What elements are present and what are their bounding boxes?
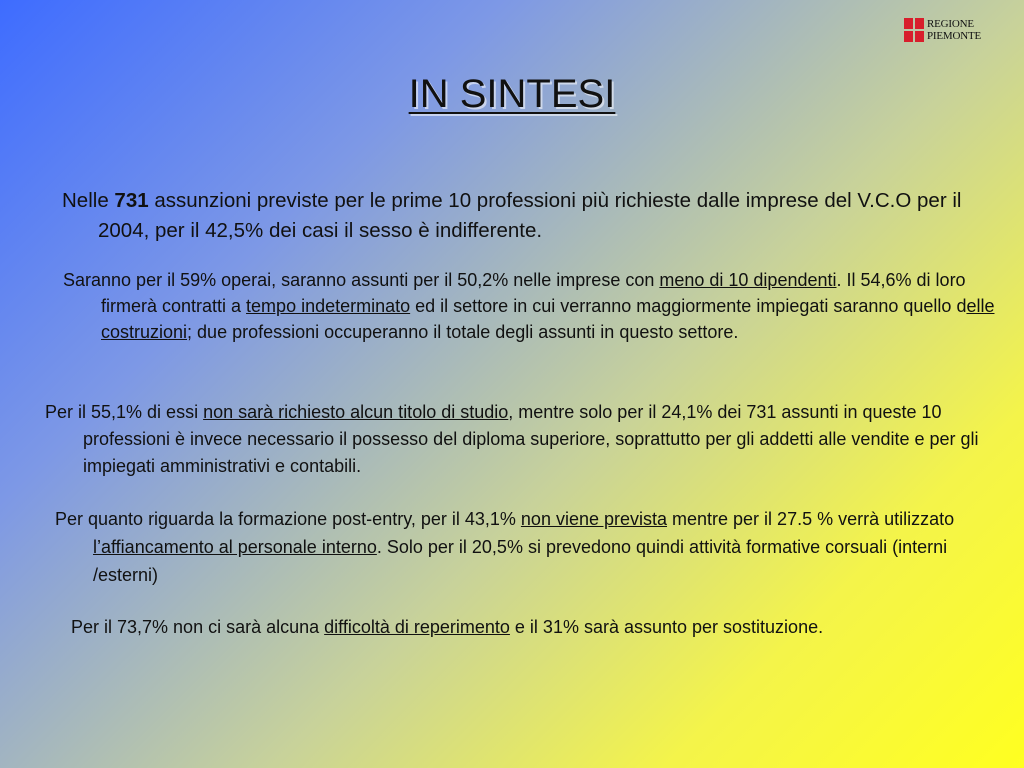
regione-piemonte-logo [904, 16, 992, 44]
paragraph-text: . Solo per il 20,5% si prevedono quindi attività formative corsuali (interni /esterni) [93, 537, 948, 585]
slide-title: IN SINTESI [408, 72, 616, 116]
summary-paragraph-1 [62, 186, 998, 246]
emphasis-text: non viene prevista [520, 509, 668, 529]
paragraph-text: , mentre solo per il 24,1% dei 731 assunti in queste 10 professioni è invece necessario il possesso del diploma superiore, soprattutto per gli addetti alle vendite e per gli impiegati amministrativi e contabili. [83, 402, 979, 476]
paragraph-text: Per il 55,1% di essi [45, 402, 204, 422]
emphasis-text: meno di 10 dipendenti [659, 270, 837, 290]
paragraph-text: Per il 73,7% non ci sarà alcuna [71, 617, 325, 637]
emphasis-text: tempo indeterminato [246, 296, 411, 316]
bold-number: 731 [114, 189, 149, 212]
summary-paragraph-4 [55, 505, 993, 589]
paragraph-text: ed il settore in cui verranno maggiormente impiegati saranno quello d [410, 296, 967, 316]
logo-line-1: REGIONE [927, 18, 974, 30]
paragraph-text: Saranno per il 59% operai, saranno assunti per il 50,2% nelle imprese con [63, 270, 660, 290]
summary-paragraph-2 [63, 267, 1001, 345]
emphasis-text: elle costruzioni [101, 296, 995, 342]
paragraph-text: Nelle [62, 189, 115, 212]
logo-text [927, 18, 981, 42]
paragraph-text: . Il 54,6% di loro firmerà contratti a [101, 270, 966, 316]
piemonte-cross-icon [904, 18, 924, 42]
emphasis-text: difficoltà di reperimento [324, 617, 510, 637]
summary-paragraph-5 [71, 613, 968, 641]
logo-line-2: PIEMONTE [927, 30, 982, 42]
summary-paragraph-3 [45, 399, 983, 480]
emphasis-text: l’affiancamento al personale interno [93, 537, 377, 557]
paragraph-text: assunzioni previste per le prime 10 professioni più richieste dalle imprese del V.C.O per il 2004, per il 42,5% dei casi il sesso è indifferente. [98, 189, 962, 242]
emphasis-text: non sarà richiesto alcun titolo di studio [203, 402, 509, 422]
paragraph-text: e il 31% sarà assunto per sostituzione. [509, 617, 824, 637]
paragraph-text: mentre per il 27.5 % verrà utilizzato [667, 509, 955, 529]
paragraph-text: ; due professioni occuperanno il totale degli assunti in questo settore. [187, 322, 739, 342]
paragraph-text: Per quanto riguarda la formazione post-entry, per il 43,1% [55, 509, 521, 529]
